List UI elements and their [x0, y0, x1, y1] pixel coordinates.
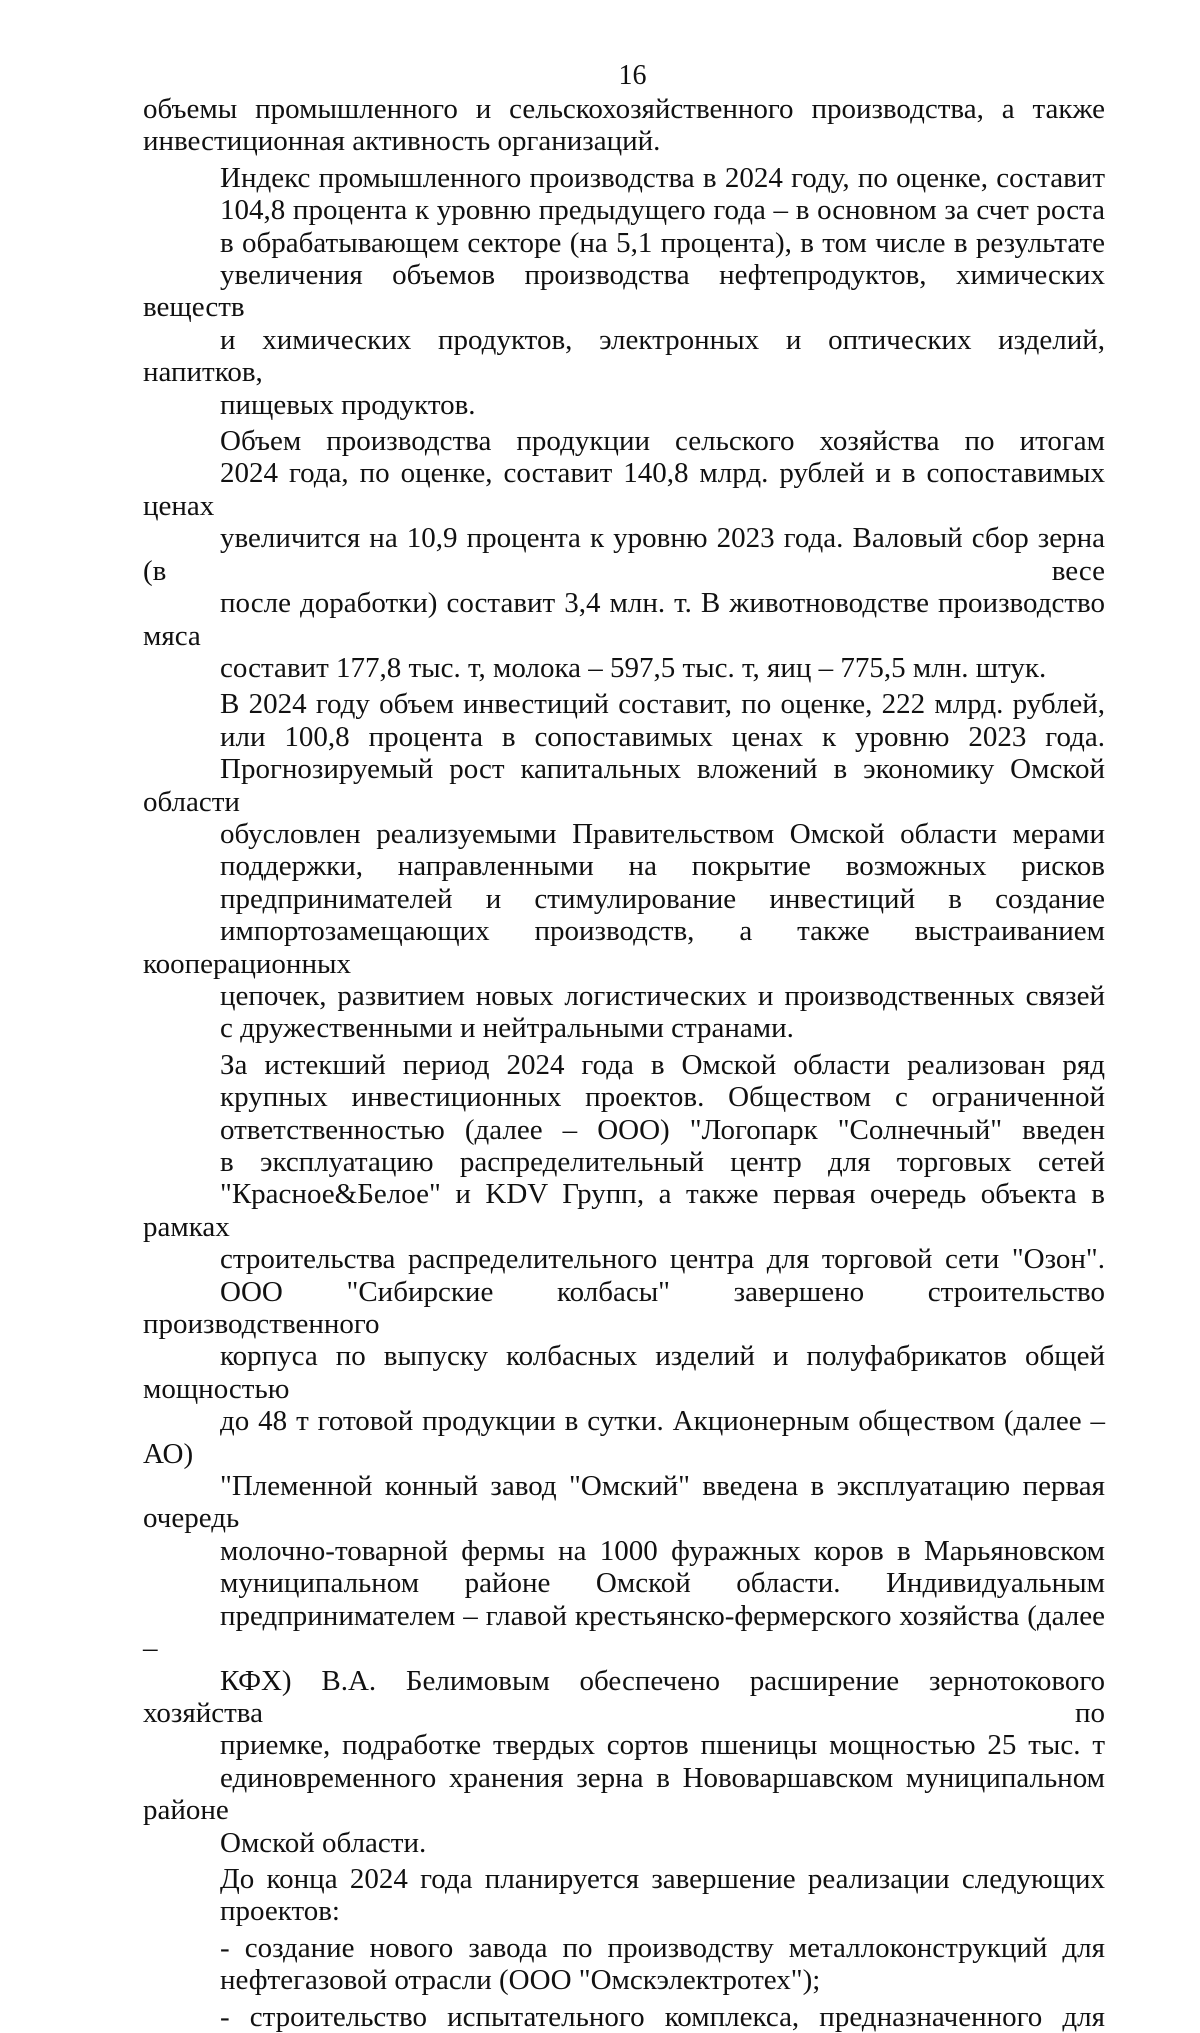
text-line: обусловлен реализуемыми Правительством Омской области мерами: [220, 817, 1105, 850]
paragraph: [143, 1863, 1105, 1928]
text-line: Объем производства продукции сельского хозяйства по итогам: [220, 425, 1105, 458]
text-line: объемы промышленного и сельскохозяйственного производства, а также: [143, 93, 1105, 125]
text-line: крупных инвестиционных проектов. Обществом с ограниченной: [220, 1081, 1105, 1114]
text-line: инвестиционная активность организаций.: [143, 125, 661, 158]
text-line: молочно-товарной фермы на 1000 фуражных коров в Марьяновском: [220, 1534, 1105, 1567]
text-line: 104,8 процента к уровню предыдущего года – в основном за счет роста: [220, 194, 1105, 227]
text-line: до 48 т готовой продукции в сутки. Акционерным обществом (далее – АО): [143, 1405, 1105, 1470]
text-line: "Племенной конный завод "Омский" введена в эксплуатацию первая очередь: [143, 1470, 1105, 1535]
text-line: - строительство испытательного комплекса, предназначенного для: [220, 2000, 1105, 2033]
text-line: и химических продуктов, электронных и оптических изделий, напитков,: [143, 323, 1105, 389]
document-body: [143, 93, 1105, 2033]
text-line: поддержки, направленными на покрытие возможных рисков: [220, 850, 1105, 883]
text-line: корпуса по выпуску колбасных изделий и полуфабрикатов общей мощностью: [143, 1340, 1105, 1405]
text-line: ООО "Сибирские колбасы" завершено строительство производственного: [143, 1275, 1105, 1341]
text-line: увеличения объемов производства нефтепродуктов, химических веществ: [143, 259, 1105, 324]
text-line: с дружественными и нейтральными странами.: [220, 1012, 794, 1045]
text-line: импортозамещающих производств, а также выстраиванием кооперационных: [143, 915, 1105, 980]
paragraph: [143, 1932, 1105, 1997]
text-line: проектов:: [220, 1895, 340, 1928]
paragraph: [143, 93, 1105, 158]
page-number: 16: [618, 60, 647, 91]
text-line: Омской области.: [220, 1826, 427, 1859]
text-line: или 100,8 процента в сопоставимых ценах к уровню 2023 года.: [220, 720, 1105, 753]
text-line: цепочек, развитием новых логистических и производственных связей: [220, 979, 1105, 1012]
paragraph: [143, 425, 1105, 684]
text-line: после доработки) составит 3,4 млн. т. В животноводстве производство мяса: [143, 587, 1105, 652]
text-line: пищевых продуктов.: [220, 388, 476, 421]
text-line: предпринимателем – главой крестьянско-фермерского хозяйства (далее –: [143, 1599, 1105, 1665]
text-line: В 2024 году объем инвестиций составит, по оценке, 222 млрд. рублей,: [220, 688, 1105, 721]
text-line: муниципальном районе Омской области. Индивидуальным: [220, 1567, 1105, 1600]
paragraph: [143, 688, 1105, 1044]
text-line: - создание нового завода по производству металлоконструкций для: [220, 1931, 1105, 1964]
text-line: в обрабатывающем секторе (на 5,1 процента), в том числе в результате: [220, 226, 1105, 259]
text-line: Индекс промышленного производства в 2024 году, по оценке, составит: [220, 161, 1105, 194]
text-line: составит 177,8 тыс. т, молока – 597,5 тыс. т, яиц – 775,5 млн. штук.: [220, 651, 1047, 684]
paragraph: [143, 162, 1105, 421]
text-line: 2024 года, по оценке, составит 140,8 млрд. рублей и в сопоставимых ценах: [143, 457, 1105, 522]
text-line: До конца 2024 года планируется завершение реализации следующих: [220, 1862, 1105, 1895]
text-line: приемке, подработке твердых сортов пшеницы мощностью 25 тыс. т: [220, 1729, 1105, 1762]
text-line: ответственностью (далее – ООО) "Логопарк "Солнечный" введен: [220, 1113, 1105, 1146]
text-line: КФХ) В.А. Белимовым обеспечено расширение зернотокового хозяйства по: [143, 1664, 1105, 1729]
text-line: единовременного хранения зерна в Нововаршавском муниципальном районе: [143, 1761, 1105, 1827]
text-line: Прогнозируемый рост капитальных вложений в экономику Омской области: [143, 753, 1105, 818]
text-line: в эксплуатацию распределительный центр для торговых сетей: [220, 1146, 1105, 1178]
text-line: За истекший период 2024 года в Омской области реализован ряд: [220, 1048, 1105, 1081]
text-line: строительства распределительного центра для торговой сети "Озон".: [220, 1243, 1105, 1276]
text-line: предпринимателей и стимулирование инвестиций в создание: [220, 882, 1105, 915]
text-line: "Красное&Белое" и KDV Групп, а также первая очередь объекта в рамках: [143, 1178, 1105, 1243]
text-line: нефтегазовой отрасли (ООО "Омскэлектротех");: [220, 1964, 821, 1997]
paragraph: [143, 2001, 1105, 2033]
text-line: увеличится на 10,9 процента к уровню 2023 года. Валовый сбор зерна (в весе: [143, 522, 1105, 587]
paragraph: [143, 1049, 1105, 1859]
